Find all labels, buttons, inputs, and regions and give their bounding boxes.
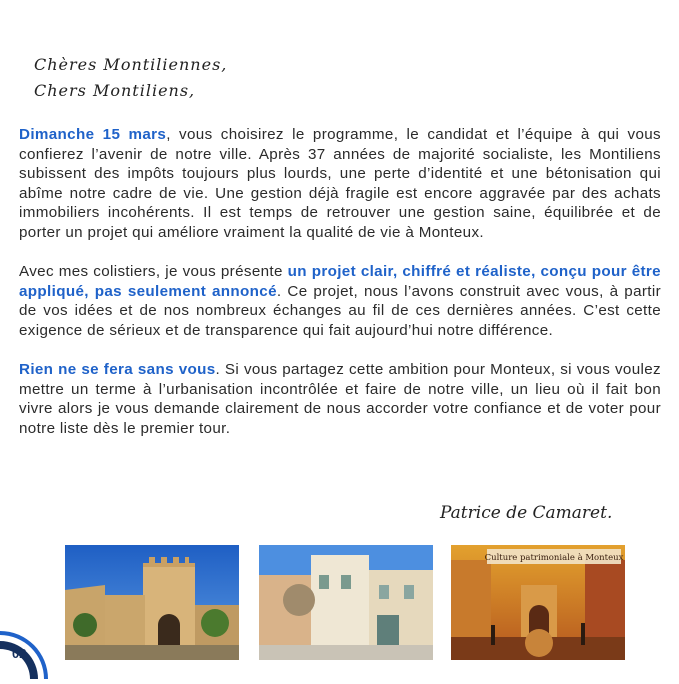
letter-body [19, 125, 661, 458]
salutation-line-2: Chers Montiliens, [34, 81, 196, 100]
paragraph-1-lead: Dimanche 15 mars [19, 126, 167, 143]
paragraph-2 [19, 262, 661, 340]
paragraph-2-highlight: un projet clair, chiffré et réaliste, conçu pour être appliqué, pas seulement annoncé [19, 263, 661, 300]
paragraph-3-text: . Si vous partagez cette ambition pour Monteux, si vous voulez mettre un terme à l’urbanisation incontrôlée et faire de notre ville, un lieu où il fait bon vivre alors je vous demande clairement de nous accorder votre confiance et de voter pour notre liste dès le premier tour. [19, 361, 661, 437]
page-badge [0, 619, 60, 679]
photo-village-square [259, 545, 433, 660]
photo-night-street [451, 545, 625, 660]
page-number: 02 [12, 646, 27, 661]
signature: Patrice de Camaret. [440, 503, 613, 523]
paragraph-3-lead: Rien ne se fera sans vous [19, 361, 216, 379]
paragraph-1-text: , vous choisirez le programme, le candidat et l’équipe à qui vous confierez l’avenir de notre ville. Après 37 années de majorité socialiste, les Montiliens subissent des impôts toujours plus lourds, une perte d’identité et une bétonisation qui abîme notre cadre de vie. Une gestion déjà fragile est encore aggravée par des achats immobiliers incohérents. Il est temps de retrouver une gestion saine, équilibrée et de porter un projet qui améliore vraiment la qualité de vie à Monteux. [19, 126, 662, 241]
salutation-line-1: Chères Montiliennes, [34, 55, 228, 74]
photo-city-gate [65, 545, 239, 660]
paragraph-3 [19, 360, 661, 438]
paragraph-2-post: . Ce projet, nous l’avons construit avec vous, à partir de vos idées et de nos nombreux échanges au fil de ces dernières années. C’est cette exigence de sérieux et de transparence qui fait aujourd’hui notre différence. [19, 282, 661, 339]
handwritten-salutation [34, 52, 227, 104]
paragraph-2-pre: Avec mes colistiers, je vous présente [19, 263, 288, 281]
paragraph-1 [19, 125, 661, 243]
photo-caption: Culture patrimoniale à Monteux [484, 553, 624, 563]
